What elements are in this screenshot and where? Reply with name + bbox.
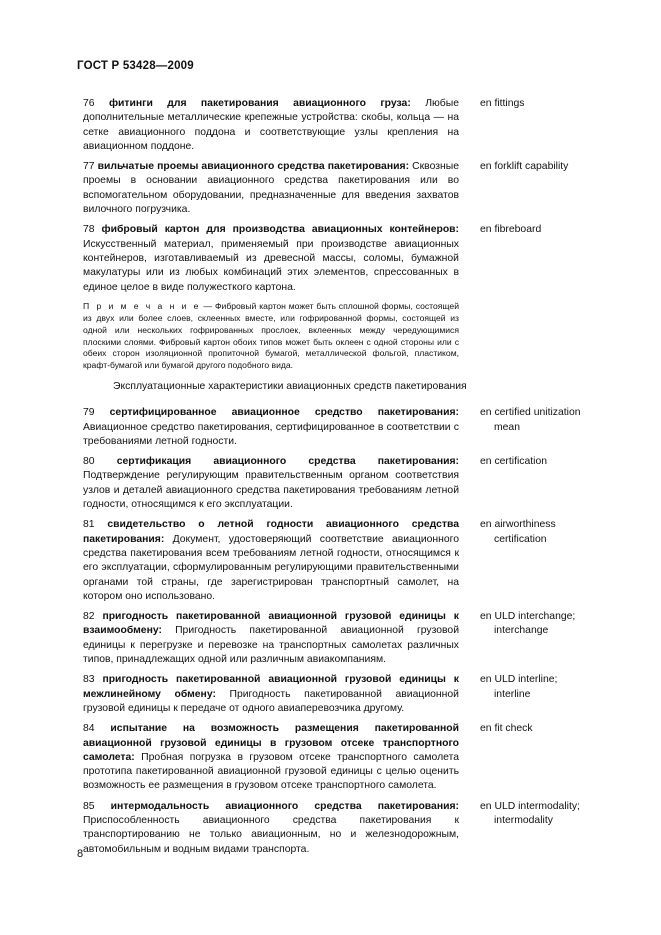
term-definition <box>83 518 459 604</box>
english-equivalent: en fibreboard <box>480 224 542 236</box>
term-text: Сквозные проемы в основании авиационного средства пакетирования или во вспомогательном оборудовании, предназначенные для введения захватов вилочного погрузчика. <box>83 161 459 216</box>
term-definition <box>83 455 459 512</box>
term-entry-83 <box>83 673 623 716</box>
page-number: 8 <box>77 848 84 860</box>
document-header: ГОСТ Р 53428—2009 <box>77 60 194 72</box>
note-label: П р и м е ч а н и е <box>83 300 201 311</box>
term-number: 82 <box>83 611 95 623</box>
term-text: Пригодность пакетированной авиационной грузовой единицы к передаче от одного авиаперевозчика другому. <box>83 688 459 714</box>
term-title: фитинги для пакетирования авиационного груза: <box>108 98 411 109</box>
term-definition <box>83 610 459 667</box>
english-equivalent: en ULD interline; interline <box>480 674 558 700</box>
note-text: — Фибровый картон может быть сплошной формы, состоящей из двух или более слоев, склеенных вместе, или гофрированной формы, состоящей из одной или нескольких гофрированных прослоек, вклеенных между чередующимися плоскими слоями. Фибровый картон обоих типов может быть оклеен с одной стороны или с обеих сторон изоляционной пропиточной бумагой, металлической фольгой, пластиком, крафт-бумагой или бумагой другого подобного вида. <box>83 300 459 371</box>
term-number: 80 <box>83 456 95 468</box>
term-number: 81 <box>83 519 95 531</box>
term-number: 85 <box>83 800 95 812</box>
term-number: 77 <box>83 161 95 173</box>
term-definition <box>83 406 459 449</box>
term-definition <box>83 800 459 857</box>
term-entry-84 <box>83 722 623 793</box>
term-text: Подтверждение регулирующим правительственным органом соответствия узлов и деталей авиационного средства пакетирования требованиям летной годности, относящимся к его эксплуатации. <box>83 470 459 511</box>
term-title: вильчатые проемы авиационного средства пакетирования: <box>97 161 410 173</box>
term-text: Авиационное средство пакетирования, сертифицированное в соответствии с требованиями летной годности. <box>83 421 459 447</box>
english-equivalent: en ULD intermodality; intermodality <box>480 800 580 827</box>
term-text: Пригодность пакетированной авиационной грузовой единицы к перегрузке и перевозке на транспортных самолетах различных типов, принадлежащих одной или различным авиакомпаниям. <box>83 625 460 666</box>
term-number: 76 <box>83 98 95 109</box>
terms-content <box>83 97 623 863</box>
term-definition <box>83 160 459 217</box>
term-entry-79 <box>83 406 623 449</box>
english-equivalent: en certified unitization mean <box>480 407 581 433</box>
english-equivalent: en fit check <box>480 723 533 735</box>
term-number: 83 <box>83 674 95 686</box>
term-title: испытание на возможность размещения пакетированной авиационной грузовой единицы в грузовом отсеке транспортного самолета: <box>83 723 460 763</box>
term-entry-82 <box>83 610 623 667</box>
term-number: 84 <box>83 723 95 735</box>
term-number: 79 <box>83 407 95 419</box>
term-definition <box>83 97 459 154</box>
term-title: сертификация авиационного средства пакетирования: <box>116 456 460 468</box>
term-text: Документ, удостоверяющий соответствие авиационного средства пакетирования всем требованиям летной годности, относящимся к его эксплуатации, сформулированным регулирующими правительственными органами той страны, где зарегистрирован транспортный самолет, на котором оно использовано. <box>83 533 460 602</box>
term-number: 78 <box>83 224 95 236</box>
term-title: пригодность пакетированной авиационной грузовой единицы к взаимообмену: <box>83 611 459 637</box>
term-entry-81 <box>83 518 623 604</box>
term-definition <box>83 673 459 716</box>
term-entry-77 <box>83 160 623 217</box>
english-equivalent: en certification <box>480 456 547 468</box>
section-heading: Эксплуатационные характеристики авиационных средств пакетирования <box>113 381 467 393</box>
term-entry-76 <box>83 97 623 154</box>
term-text: Любые дополнительные металлические крепежные устройства: скобы, кольца — на сетке авиационного поддона и соответствующие узлы крепления на авиационном поддоне. <box>83 98 459 152</box>
term-entry-85 <box>83 800 623 857</box>
english-equivalent: en fittings <box>480 98 525 109</box>
term-definition <box>83 722 459 793</box>
term-definition <box>83 223 459 294</box>
note-block <box>83 301 459 372</box>
term-entry-78 <box>83 223 623 294</box>
term-title: интермодальность авиационного средства пакетирования: <box>110 800 460 812</box>
term-text: Приспособленность авиационного средства пакетирования к транспортированию не только авиационным, но и железнодорожным, автомобильным и водным видами транспорта. <box>83 815 459 855</box>
term-entry-80 <box>83 455 623 512</box>
english-equivalent: en forklift capability <box>480 161 569 173</box>
term-title: пригодность пакетированной авиационной грузовой единицы к межлинейному обмену: <box>83 674 459 700</box>
term-title: свидетельство о летной годности авиационного средства пакетирования: <box>83 519 459 545</box>
english-equivalent: en airworthiness certification <box>480 519 556 545</box>
term-title: фибровый картон для производства авиационных контейнеров: <box>101 224 460 236</box>
english-equivalent: en ULD interchange; interchange <box>480 611 576 637</box>
term-text: Пробная погрузка в грузовом отсеке транспортного самолета прототипа пакетированной авиационной грузовой единицы с целью оценить возможность ее размещения в грузовом отсеке транспортного самолета. <box>83 751 459 792</box>
term-text: Искусственный материал, применяемый при производстве авиационных контейнеров, изготавливаемый из древесной массы, соломы, бумажной макулатуры или из любых комбинаций этих элементов, спрессованных в единое целое в виде полужесткого картона. <box>83 238 459 293</box>
term-title: сертифицированное авиационное средство пакетирования: <box>109 407 459 419</box>
